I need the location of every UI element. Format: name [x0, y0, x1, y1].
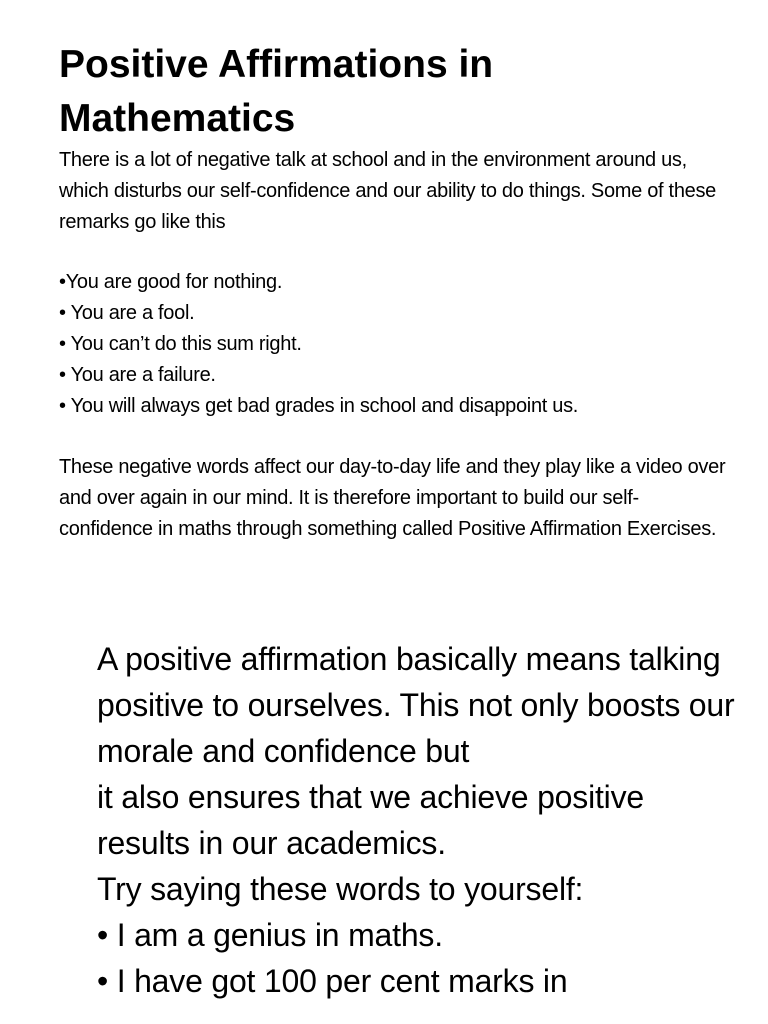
page-title: Positive Affirmations in Mathematics — [59, 43, 494, 140]
affirmations-list — [97, 912, 737, 1004]
list-item: • I have got 100 per cent marks in — [97, 963, 568, 999]
intro-paragraph: There is a lot of negative talk at school and in the environment around us, which disturbs our self-confidence and our ability to do things. Some of these remarks go like this — [59, 149, 716, 233]
affirmation-section — [97, 636, 737, 1004]
negative-remarks-list — [59, 267, 739, 422]
list-item: • You can’t do this sum right. — [59, 333, 302, 355]
affirmation-paragraph: A positive affirmation basically means talking positive to ourselves. This not only boosts our morale and confidence but — [97, 641, 735, 769]
conclusion-paragraph: These negative words affect our day-to-day life and they play like a video over and over again in our mind. It is therefore important to build our self-confidence in maths through something called Positive Affirmation Exercises. — [59, 456, 726, 540]
list-item: •You are good for nothing. — [59, 271, 283, 293]
list-item: • You are a failure. — [59, 364, 216, 386]
list-item: • I am a genius in maths. — [97, 917, 443, 953]
affirmation-prompt: Try saying these words to yourself: — [97, 871, 584, 907]
list-item: • You are a fool. — [59, 302, 195, 324]
affirmation-paragraph: it also ensures that we achieve positive results in our academics. — [97, 779, 644, 861]
list-item: • You will always get bad grades in school and disappoint us. — [59, 395, 579, 417]
